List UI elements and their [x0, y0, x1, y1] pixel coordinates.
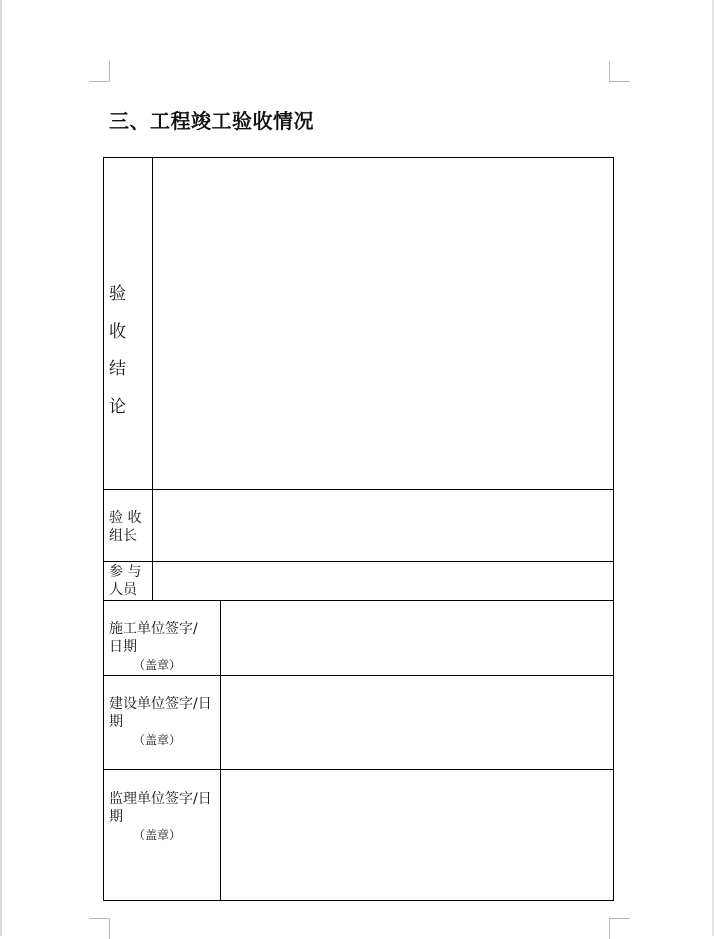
row-divider — [103, 561, 614, 562]
participants-label-line2: 人员 — [109, 582, 137, 598]
table-border-top — [103, 157, 614, 158]
builder-stamp-note: （盖章） — [133, 733, 182, 747]
row-divider — [103, 769, 614, 770]
supervisor-sign-label — [109, 790, 212, 844]
table-border-bottom — [103, 900, 614, 901]
row-divider — [103, 489, 614, 490]
builder-sign-label — [109, 695, 212, 749]
participants-field[interactable] — [154, 563, 612, 599]
team-leader-label — [109, 509, 141, 545]
section-title: 三、工程竣工验收情况 — [109, 109, 314, 133]
conclusion-char: 结 — [109, 359, 126, 379]
conclusion-label — [109, 276, 131, 426]
team-leader-label-line1: 验 收 — [109, 510, 142, 526]
builder-sign-label-line2: 期 — [109, 714, 123, 730]
conclusion-char: 验 — [109, 284, 126, 304]
column-divider — [152, 157, 153, 601]
margin-mark-top-left — [89, 61, 110, 82]
participants-label — [109, 563, 141, 599]
participants-label-line1: 参 与 — [109, 564, 142, 580]
table-border-left — [103, 157, 104, 901]
conclusion-char: 收 — [109, 321, 126, 342]
page-edge-left — [0, 0, 2, 936]
builder-sign-field[interactable] — [222, 677, 612, 768]
builder-sign-label-line1: 建设单位签字/日 — [109, 696, 212, 712]
construction-stamp-note: （盖章） — [133, 658, 182, 672]
margin-mark-top-right — [609, 61, 630, 82]
row-divider — [103, 600, 614, 601]
construction-sign-field[interactable] — [222, 602, 612, 674]
conclusion-field[interactable] — [154, 159, 612, 488]
team-leader-field[interactable] — [154, 491, 612, 560]
team-leader-label-line2: 组长 — [109, 528, 137, 544]
supervisor-stamp-note: （盖章） — [133, 828, 182, 842]
supervisor-sign-label-line2: 期 — [109, 809, 123, 825]
conclusion-char: 论 — [109, 396, 126, 417]
supervisor-sign-label-line1: 监理单位签字/日 — [109, 791, 212, 807]
table-border-right — [613, 157, 614, 901]
column-divider — [220, 600, 221, 901]
supervisor-sign-field[interactable] — [222, 771, 612, 899]
construction-sign-label — [109, 620, 198, 674]
row-divider — [103, 675, 614, 676]
construction-sign-label-line2: 日期 — [109, 639, 137, 655]
construction-sign-label-line1: 施工单位签字/ — [109, 621, 198, 637]
